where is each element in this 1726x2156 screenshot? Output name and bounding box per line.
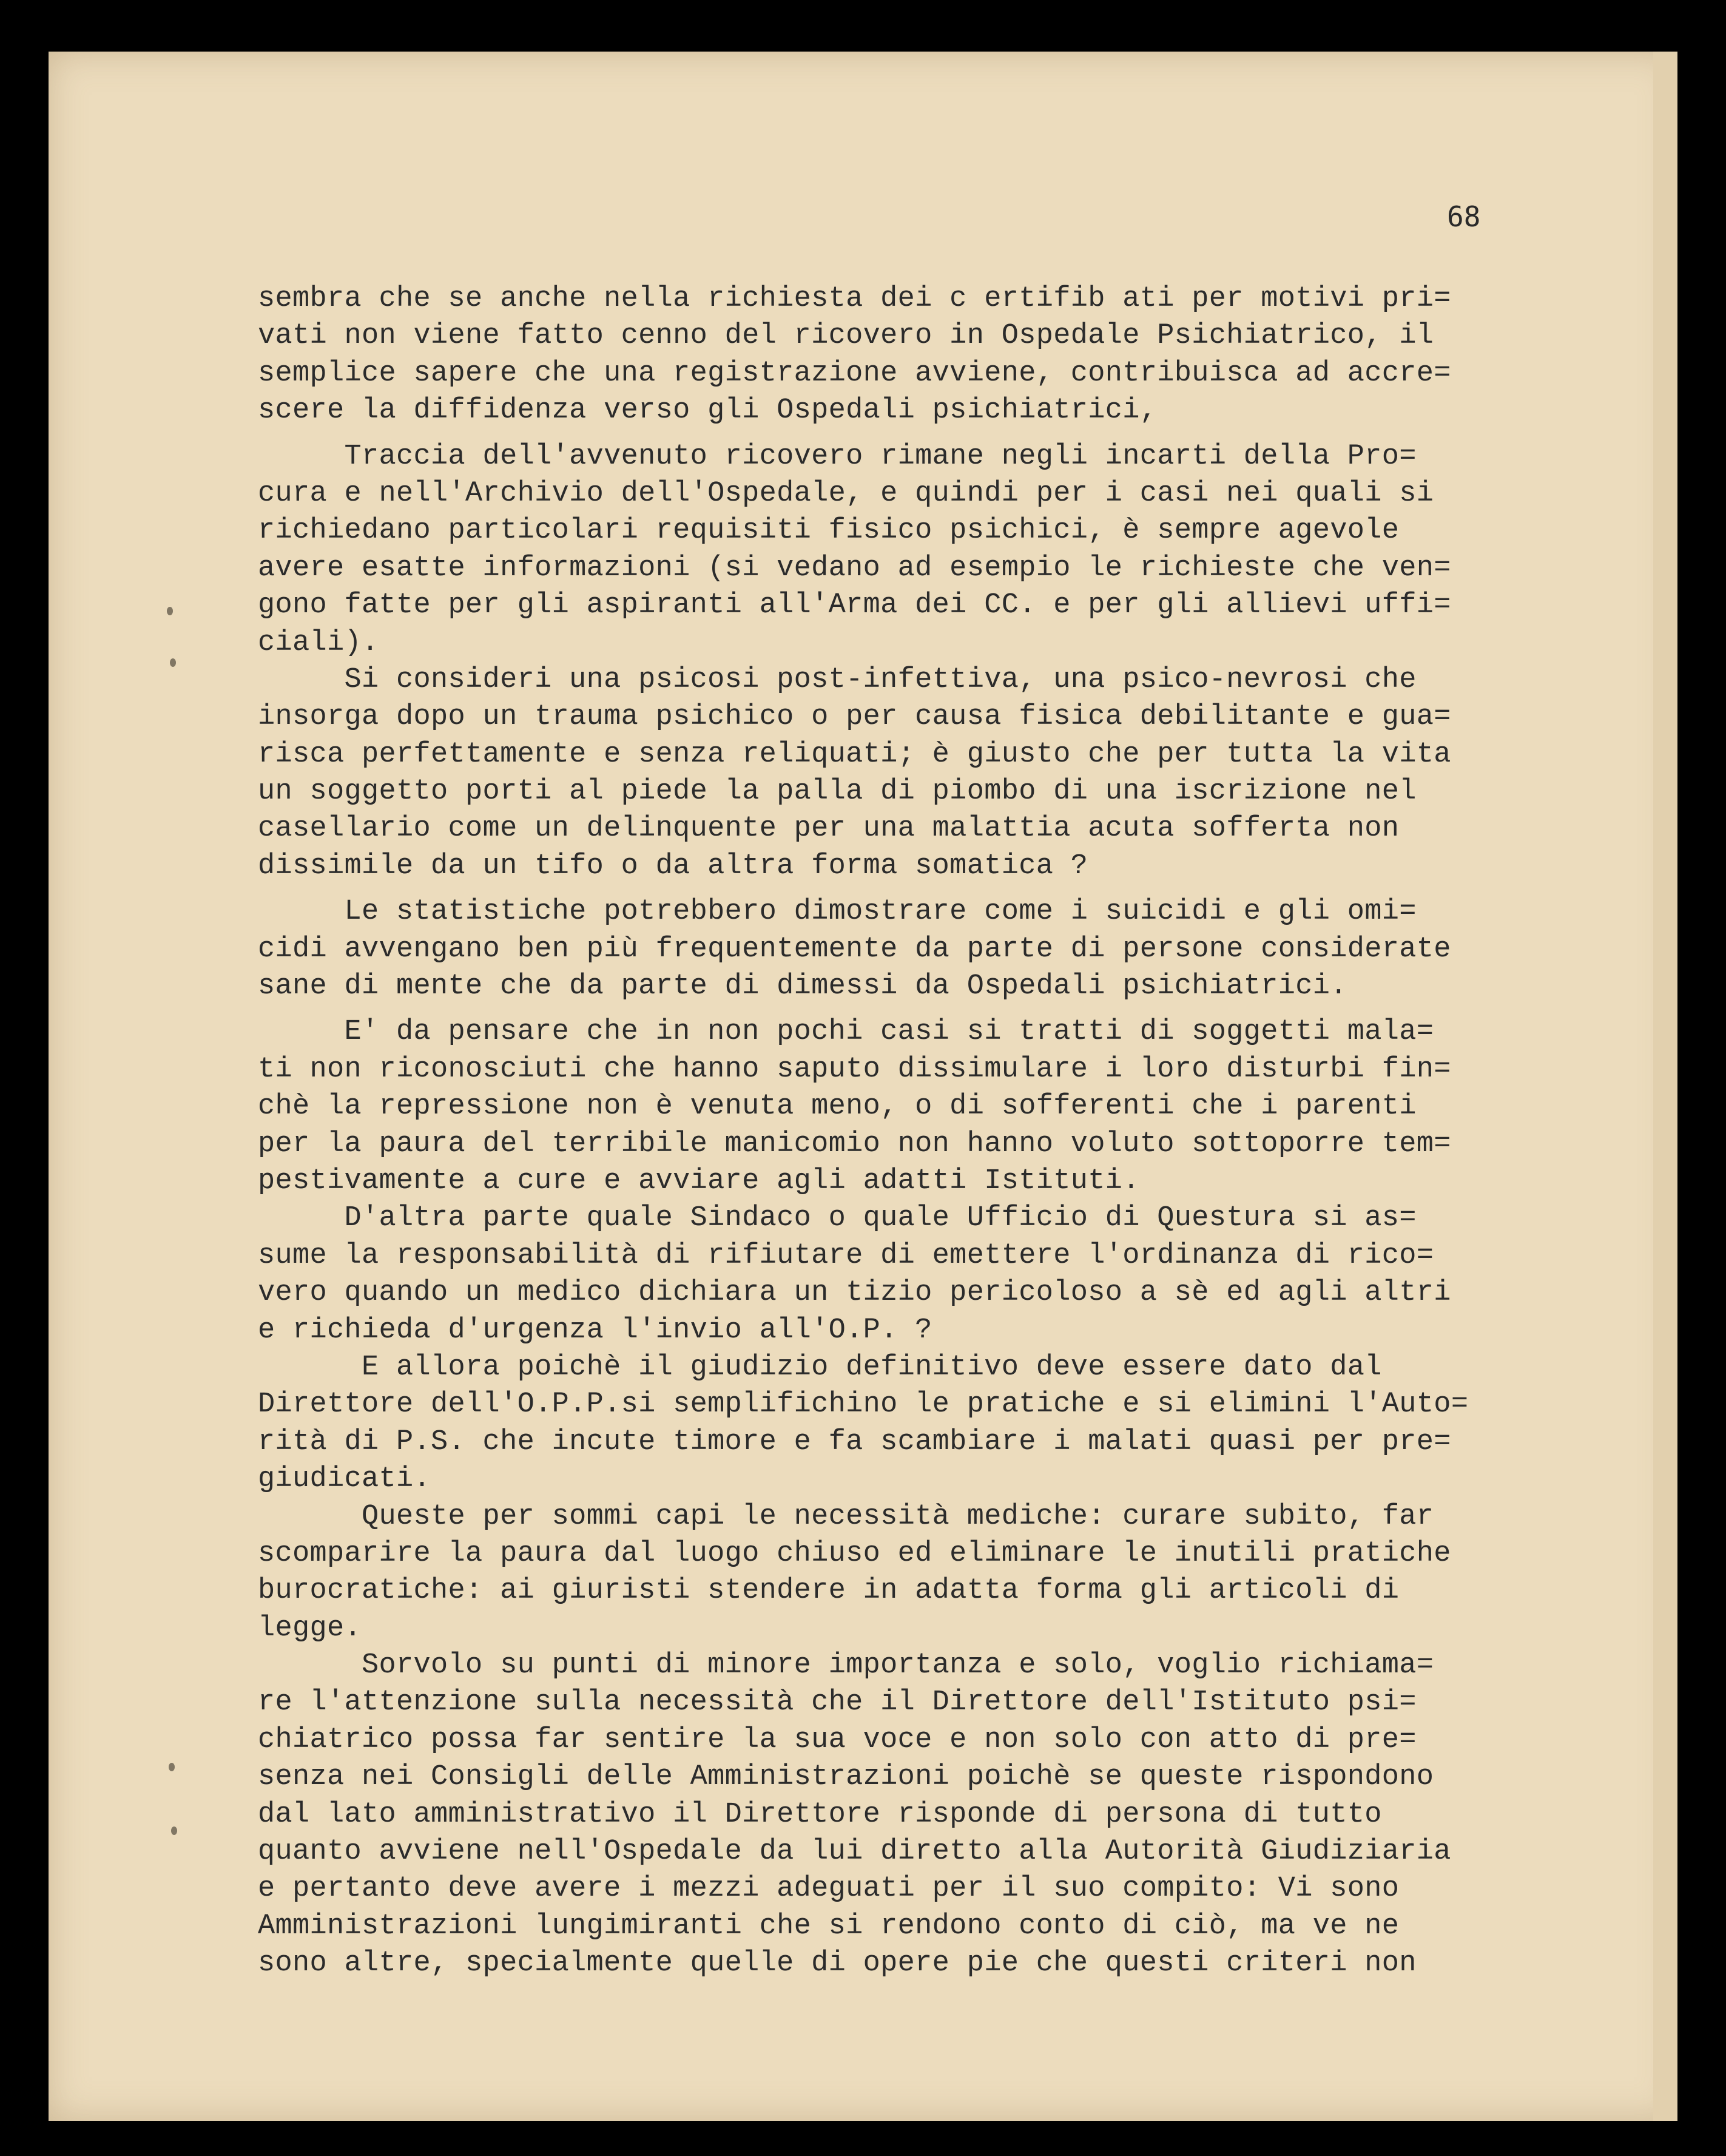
text-line: Le statistiche potrebbero dimostrare come i suicidi e gli omi= (258, 896, 1417, 928)
text-line: e pertanto deve avere i mezzi adeguati per il suo compito: Vi sono (258, 1873, 1400, 1905)
text-line: sane di mente che da parte di dimessi da Ospedali psichiatrici. (258, 970, 1347, 1003)
text-line: dal lato amministrativo il Direttore risponde di persona di tutto (258, 1798, 1382, 1831)
punch-mark (169, 1763, 175, 1771)
text-line: scere la diffidenza verso gli Ospedali psichiatrici, (258, 394, 1158, 427)
punch-mark (170, 658, 176, 667)
text-line: D'altra parte quale Sindaco o quale Ufficio di Questura si as= (258, 1202, 1417, 1235)
text-line: Direttore dell'O.P.P.si semplifichino le pratiche e si elimini l'Auto= (258, 1388, 1469, 1421)
body-text (258, 280, 1593, 1982)
paragraph-gap (258, 1005, 1593, 1013)
text-line: richiedano particolari requisiti fisico psichici, è sempre agevole (258, 515, 1400, 547)
text-line: insorga dopo un trauma psichico o per causa fisica debilitante e gua= (258, 701, 1451, 734)
paragraph-gap (258, 885, 1593, 893)
punch-mark (171, 1827, 177, 1835)
text-line: burocratiche: ai giuristi stendere in adatta forma gli articoli di (258, 1575, 1400, 1607)
text-line: ti non riconosciuti che hanno saputo dissimulare i loro disturbi fin= (258, 1053, 1451, 1086)
text-line: Traccia dell'avvenuto ricovero rimane negli incarti della Pro= (258, 440, 1417, 473)
text-line: dissimile da un tifo o da altra forma somatica ? (258, 850, 1088, 882)
text-line: chè la repressione non è venuta meno, o di sofferenti che i parenti (258, 1090, 1417, 1123)
text-line: cura e nell'Archivio dell'Ospedale, e quindi per i casi nei quali si (258, 477, 1434, 510)
text-line: legge. (258, 1612, 362, 1644)
text-line: Sorvolo su punti di minore importanza e solo, voglio richiama= (258, 1649, 1434, 1682)
text-line: E' da pensare che in non pochi casi si tratti di soggetti mala= (258, 1016, 1434, 1049)
text-line: chiatrico possa far sentire la sua voce e non solo con atto di pre= (258, 1723, 1417, 1756)
text-line: senza nei Consigli delle Amministrazioni poichè se queste rispondono (258, 1761, 1434, 1794)
text-line: gono fatte per gli aspiranti all'Arma dei CC. e per gli allievi uffi= (258, 589, 1451, 622)
text-line: pestivamente a cure e avviare agli adatti Istituti. (258, 1164, 1140, 1197)
text-line: casellario come un delinquente per una malattia acuta sofferta non (258, 813, 1400, 845)
paragraph-gap (258, 430, 1593, 438)
text-line: E allora poichè il giudizio definitivo deve essere dato dal (258, 1351, 1382, 1384)
text-line: semplice sapere che una registrazione avviene, contribuisca ad accre= (258, 357, 1451, 390)
page-edge (1653, 52, 1677, 2121)
page-number: 68 (1447, 200, 1481, 233)
text-line: sume la responsabilità di rifiutare di emettere l'ordinanza di rico= (258, 1239, 1434, 1272)
text-line: re l'attenzione sulla necessità che il Direttore dell'Istituto psi= (258, 1686, 1417, 1719)
text-line: per la paura del terribile manicomio non hanno voluto sottoporre tem= (258, 1127, 1451, 1160)
text-line: vati non viene fatto cenno del ricovero in Ospedale Psichiatrico, il (258, 320, 1434, 353)
punch-mark (167, 607, 173, 615)
text-line: risca perfettamente e senza reliquati; è giusto che per tutta la vita (258, 738, 1451, 771)
text-line: avere esatte informazioni (si vedano ad esempio le richieste che ven= (258, 552, 1451, 584)
text-line: cidi avvengano ben più frequentemente da parte di persone considerate (258, 933, 1451, 965)
text-line: sono altre, specialmente quelle di opere pie che questi criteri non (258, 1947, 1417, 1980)
text-line: giudicati. (258, 1463, 431, 1496)
text-line: ciali). (258, 626, 379, 659)
text-line: e richieda d'urgenza l'invio all'O.P. ? (258, 1314, 932, 1347)
text-line: rità di P.S. che incute timore e fa scambiare i malati quasi per pre= (258, 1425, 1451, 1458)
text-line: Si consideri una psicosi post-infettiva, una psico-nevrosi che (258, 663, 1417, 696)
text-line: Queste per sommi capi le necessità mediche: curare subito, far (258, 1500, 1434, 1533)
text-line: quanto avviene nell'Ospedale da lui diretto alla Autorità Giudiziaria (258, 1836, 1451, 1868)
text-line: sembra che se anche nella richiesta dei c ertifib ati per motivi pri= (258, 283, 1451, 315)
text-line: vero quando un medico dichiara un tizio pericoloso a sè ed agli altri (258, 1277, 1451, 1309)
text-line: Amministrazioni lungimiranti che si rendono conto di ciò, ma ve ne (258, 1910, 1400, 1942)
text-line: scomparire la paura dal luogo chiuso ed eliminare le inutili pratiche (258, 1537, 1451, 1570)
text-line: un soggetto porti al piede la palla di piombo di una iscrizione nel (258, 776, 1417, 808)
